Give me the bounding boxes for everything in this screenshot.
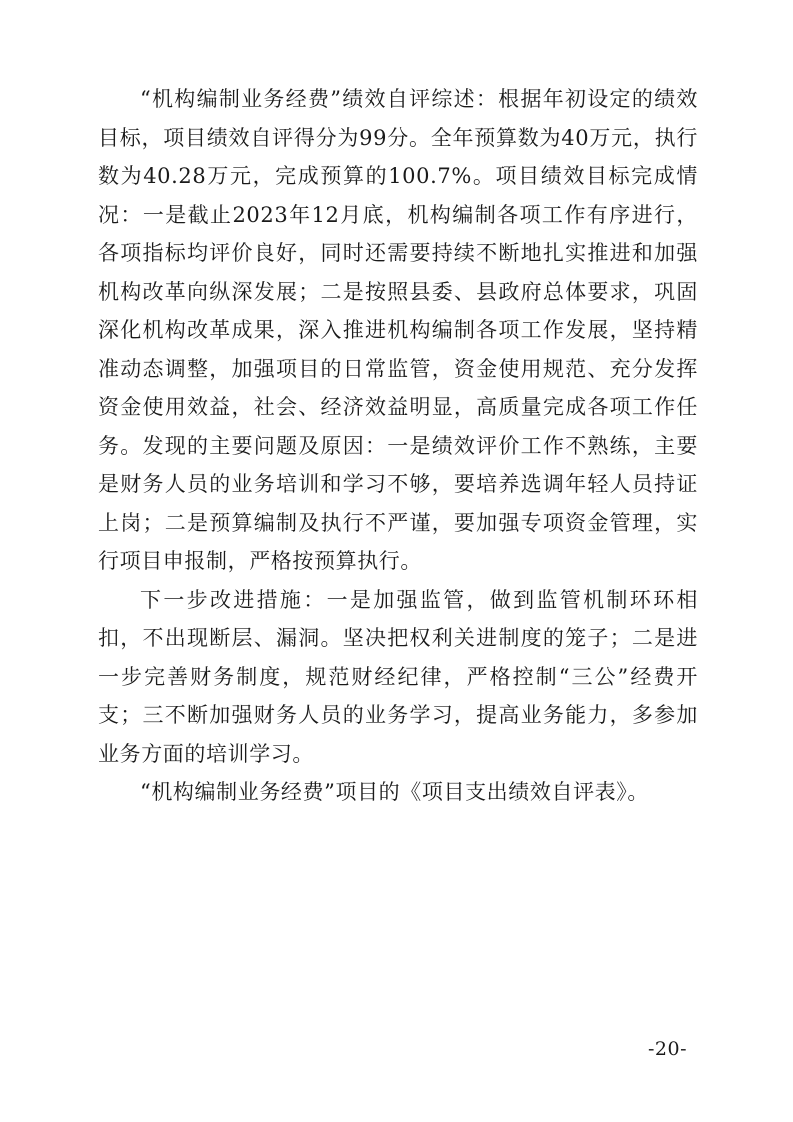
paragraph-attachment-reference: “机构编制业务经费”项目的《项目支出绩效自评表》。 xyxy=(140,780,649,804)
body-text xyxy=(98,80,698,812)
page-number: -20- xyxy=(648,1038,688,1060)
paragraph-summary: “机构编制业务经费”绩效自评综述：根据年初设定的绩效目标，项目绩效自评得分为99分。全年预算数为40万元，执行数为40.28万元，完成预算的100.7%。项目绩效目标完成情况：一是截止2023年12月底，机构编制各项工作有序进行，各项指标均评价良好，同时还需要持续不断地扎实推进和加强机构改革向纵深发展；二是按照县委、县政府总体要求，巩固深化机构改革成果，深入推进机构编制各项工作发展，坚持精准动态调整，加强项目的日常监管，资金使用规范、充分发挥资金使用效益，社会、经济效益明显，高质量完成各项工作任务。发现的主要问题及原因：一是绩效评价工作不熟练，主要是财务人员的业务培训和学习不够，要培养选调年轻人员持证上岗；二是预算编制及执行不严谨，要加强专项资金管理，实行项目申报制，严格按预算执行。 xyxy=(98,87,698,573)
paragraph-improvements: 下一步改进措施：一是加强监管，做到监管机制环环相扣，不出现断层、漏洞。坚决把权利关进制度的笼子；二是进一步完善财务制度，规范财经纪律，严格控制“三公”经费开支；三不断加强财务人员的业务学习，提高业务能力，多参加业务方面的培训学习。 xyxy=(98,587,698,766)
